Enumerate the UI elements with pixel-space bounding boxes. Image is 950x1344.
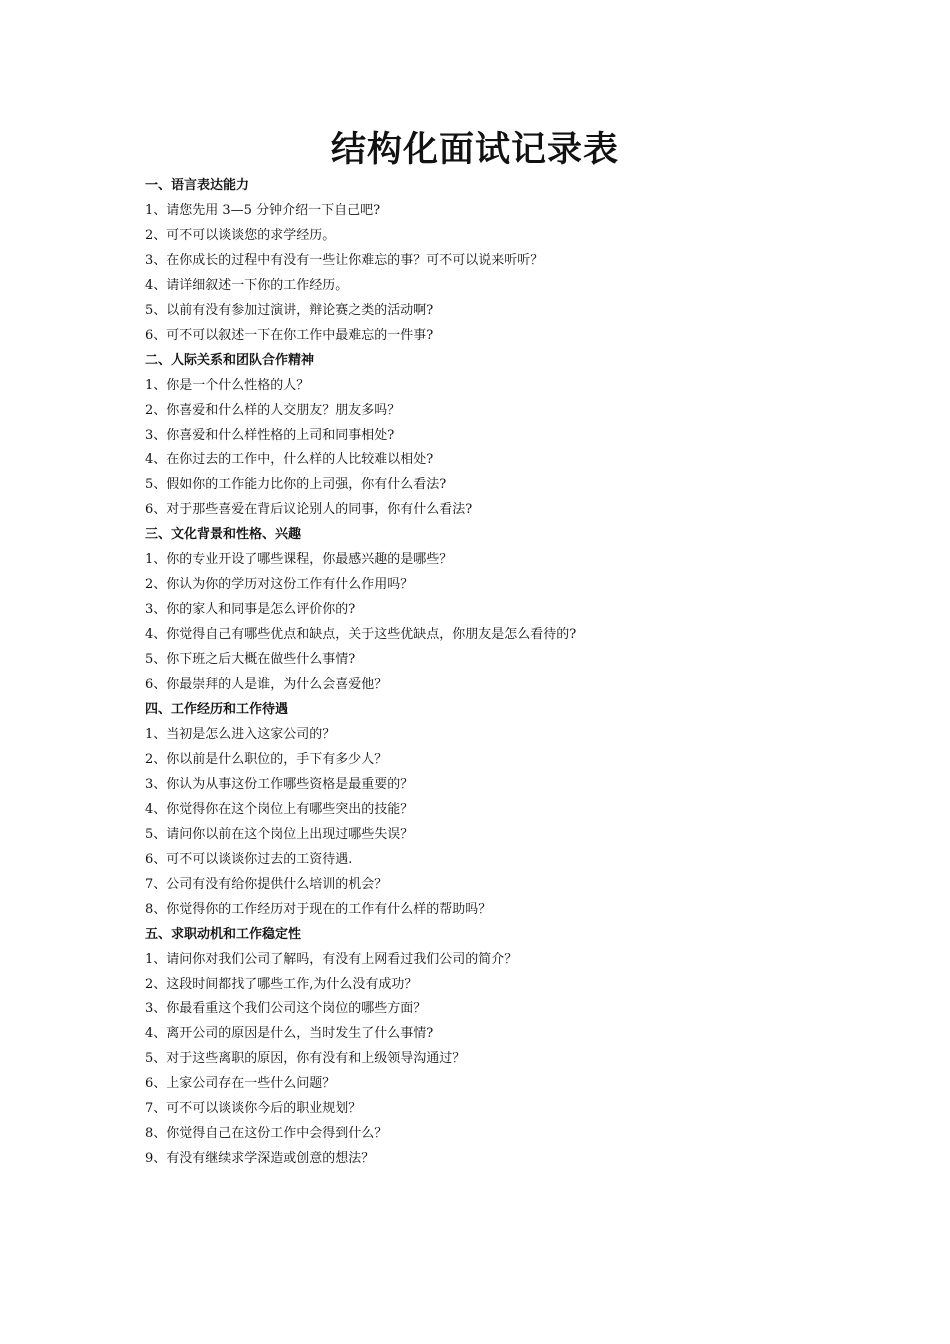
- question-item: 6、你最崇拜的人是谁，为什么会喜爱他？: [145, 677, 388, 693]
- question-item: 5、请问你以前在这个岗位上出现过哪些失误？: [145, 826, 414, 842]
- question-item: 4、你觉得你在这个岗位上有哪些突出的技能？: [145, 801, 414, 817]
- question-item: 1、请您先用 3—5 分钟介绍一下自己吧?: [145, 202, 381, 218]
- question-item: 5、假如你的工作能力比你的上司强，你有什么看法?: [145, 477, 447, 493]
- question-item: 6、可不可以谈谈你过去的工资待遇.: [145, 851, 353, 867]
- section-language-expression: [145, 174, 845, 349]
- question-list: [145, 174, 845, 1172]
- section-heading: 二、人际关系和团队合作精神: [145, 352, 315, 368]
- question-item: 7、可不可以谈谈你今后的职业规划？: [145, 1101, 362, 1117]
- question-item: 6、对于那些喜爱在背后议论别人的同事，你有什么看法?: [145, 502, 473, 518]
- question-item: 5、以前有没有参加过演讲，辩论赛之类的活动啊?: [145, 302, 434, 318]
- question-item: 2、你喜爱和什么样的人交朋友？朋友多吗？: [145, 402, 401, 418]
- question-item: 3、你最看重这个我们公司这个岗位的哪些方面？: [145, 1001, 427, 1017]
- question-item: 8、你觉得自己在这份工作中会得到什么？: [145, 1126, 388, 1142]
- question-item: 1、你是一个什么性格的人？: [145, 377, 310, 393]
- section-heading: 四、工作经历和工作待遇: [145, 702, 289, 718]
- section-heading: 三、文化背景和性格、兴趣: [145, 527, 302, 543]
- question-item: 4、离开公司的原因是什么，当时发生了什么事情?: [145, 1026, 434, 1042]
- question-item: 4、在你过去的工作中，什么样的人比较难以相处?: [145, 452, 434, 468]
- question-item: 7、公司有没有给你提供什么培训的机会？: [145, 876, 388, 892]
- question-item: 1、你的专业开设了哪些课程，你最感兴趣的是哪些？: [145, 552, 453, 568]
- question-item: 4、请详细叙述一下你的工作经历。: [145, 277, 349, 293]
- section-heading: 五、求职动机和工作稳定性: [145, 926, 302, 942]
- question-item: 1、当初是怎么进入这家公司的？: [145, 726, 336, 742]
- question-item: 6、可不可以叙述一下在你工作中最难忘的一件事?: [145, 327, 434, 343]
- question-item: 5、对于这些离职的原因，你有没有和上级领导沟通过？: [145, 1051, 466, 1067]
- question-item: 3、在你成长的过程中有没有一些让你难忘的事？可不可以说来听听？: [145, 252, 544, 268]
- question-item: 2、可不可以谈谈您的求学经历。: [145, 227, 336, 243]
- section-motivation-stability: [145, 923, 845, 1173]
- question-item: 3、你的家人和同事是怎么评价你的?: [145, 602, 356, 618]
- question-item: 2、你以前是什么职位的，手下有多少人？: [145, 751, 388, 767]
- question-item: 2、你认为你的学历对这份工作有什么作用吗？: [145, 577, 414, 593]
- question-item: 3、你喜爱和什么样性格的上司和同事相处?: [145, 427, 395, 443]
- section-work-experience-pay: [145, 698, 845, 923]
- question-item: 4、你觉得自己有哪些优点和缺点，关于这些优缺点，你朋友是怎么看待的?: [145, 627, 577, 643]
- question-item: 8、你觉得你的工作经历对于现在的工作有什么样的帮助吗？: [145, 901, 492, 917]
- section-interpersonal-teamwork: [145, 349, 845, 524]
- question-item: 6、上家公司存在一些什么问题？: [145, 1076, 336, 1092]
- question-item: 5、你下班之后大概在做些什么事情?: [145, 652, 356, 668]
- section-background-personality: [145, 523, 845, 698]
- section-heading: 一、语言表达能力: [145, 178, 250, 193]
- question-item: 3、你认为从事这份工作哪些资格是最重要的？: [145, 776, 414, 792]
- question-item: 9、有没有继续求学深造或创意的想法？: [145, 1151, 375, 1167]
- document-title: 结构化面试记录表: [330, 129, 619, 170]
- question-item: 1、请问你对我们公司了解吗，有没有上网看过我们公司的简介？: [145, 951, 518, 967]
- question-item: 2、这段时间都找了哪些工作,为什么没有成功？: [145, 976, 418, 992]
